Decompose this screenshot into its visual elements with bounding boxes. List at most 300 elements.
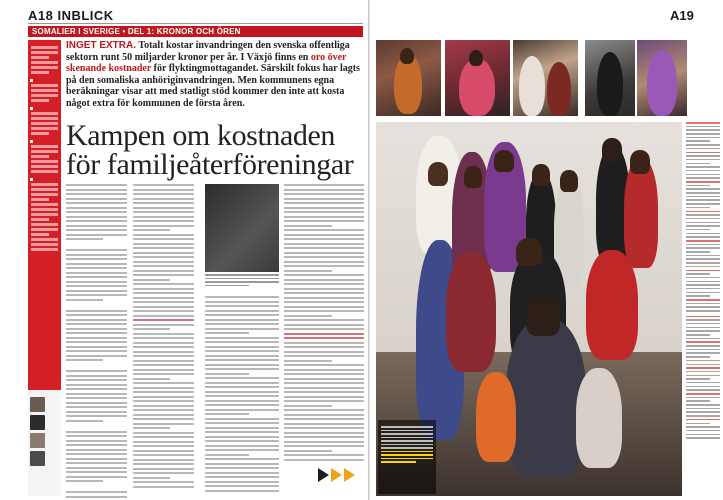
text-line xyxy=(284,445,364,447)
text-line xyxy=(686,419,720,421)
text-line xyxy=(133,378,170,380)
text-line xyxy=(133,247,194,249)
arrow-icon xyxy=(318,468,329,482)
page-number-left: A18 INBLICK xyxy=(28,8,114,23)
text-line xyxy=(284,427,364,429)
bullet-icon xyxy=(30,79,33,82)
text-line xyxy=(133,427,170,429)
text-line xyxy=(133,472,194,474)
text-line xyxy=(205,391,279,393)
text-line xyxy=(686,303,720,305)
text-line xyxy=(205,314,279,316)
text-line xyxy=(66,328,127,330)
right-sidebar-facts xyxy=(686,122,720,496)
text-line xyxy=(133,274,194,276)
intro-lead: INGET EXTRA. xyxy=(66,40,137,51)
text-line xyxy=(66,225,127,227)
text-line xyxy=(686,408,720,410)
text-line xyxy=(686,122,720,124)
text-line xyxy=(205,337,279,339)
body-column-1 xyxy=(66,184,127,496)
text-line xyxy=(686,266,720,268)
text-line xyxy=(66,281,127,283)
text-line xyxy=(133,288,194,290)
text-line xyxy=(205,481,279,483)
text-line xyxy=(205,472,279,474)
text-line xyxy=(133,351,194,353)
text-line xyxy=(686,129,720,131)
text-line xyxy=(133,225,194,227)
text-line xyxy=(133,468,194,470)
text-line xyxy=(205,404,279,406)
bullet-icon xyxy=(30,140,33,143)
text-line xyxy=(284,409,364,411)
text-line xyxy=(205,364,279,366)
text-line xyxy=(686,152,720,154)
text-line xyxy=(284,355,364,357)
text-line xyxy=(686,199,720,201)
text-line xyxy=(686,159,720,161)
text-line xyxy=(284,373,364,375)
sidebar-portraits-box xyxy=(28,390,61,496)
text-line xyxy=(66,453,127,455)
text-line xyxy=(66,314,127,316)
text-line xyxy=(686,364,720,366)
text-line xyxy=(284,256,364,258)
text-line xyxy=(205,418,279,420)
text-line xyxy=(686,349,720,351)
text-line xyxy=(66,193,127,195)
text-line xyxy=(133,193,194,195)
text-line xyxy=(66,406,127,408)
text-line xyxy=(66,458,127,460)
text-line xyxy=(284,333,364,335)
text-line xyxy=(284,351,364,353)
text-line xyxy=(205,422,279,424)
text-line xyxy=(66,207,127,209)
text-line xyxy=(133,184,194,186)
text-line xyxy=(686,319,720,321)
text-line xyxy=(66,337,127,339)
text-line xyxy=(66,467,127,469)
text-line xyxy=(284,189,364,191)
text-line xyxy=(284,310,364,312)
text-line xyxy=(66,294,127,296)
text-line xyxy=(66,346,127,348)
text-line xyxy=(66,249,127,251)
text-line xyxy=(66,449,127,451)
text-line xyxy=(66,444,127,446)
text-line xyxy=(686,126,720,128)
body-column-4 xyxy=(284,184,364,496)
photo-strip-3 xyxy=(513,40,578,116)
text-line xyxy=(133,198,194,200)
text-line xyxy=(66,397,127,399)
text-line xyxy=(66,229,127,231)
portrait-photo xyxy=(30,397,45,412)
text-line xyxy=(66,435,127,437)
text-line xyxy=(133,283,194,285)
text-line xyxy=(284,265,364,267)
text-line xyxy=(284,315,332,317)
text-line xyxy=(686,397,720,399)
text-line xyxy=(205,355,279,357)
text-line xyxy=(686,423,710,425)
text-line xyxy=(133,486,194,488)
text-line xyxy=(205,458,279,460)
text-line xyxy=(686,323,720,325)
text-line xyxy=(66,285,127,287)
text-line xyxy=(66,471,127,473)
text-line xyxy=(66,379,127,381)
intro-text-4: Men kommunens egna beräkningar visar att med statligt stöd kommer den inte att kosta något extra för kommunen de första åren. xyxy=(66,74,345,109)
text-line xyxy=(205,386,279,388)
text-line xyxy=(205,476,279,478)
text-line xyxy=(284,423,364,425)
text-line xyxy=(686,292,720,294)
text-line xyxy=(284,225,332,227)
text-line xyxy=(686,306,720,308)
bullet-icon xyxy=(30,178,33,181)
text-line xyxy=(133,481,194,483)
text-line xyxy=(66,238,103,240)
text-line xyxy=(284,202,364,204)
text-line xyxy=(284,396,364,398)
text-line xyxy=(133,445,194,447)
text-line xyxy=(686,288,720,290)
text-line xyxy=(205,296,279,298)
text-line xyxy=(686,277,720,279)
text-line xyxy=(66,341,127,343)
text-line xyxy=(66,440,127,442)
text-line xyxy=(686,133,720,135)
text-line xyxy=(686,174,720,176)
text-line xyxy=(205,310,279,312)
text-line xyxy=(686,284,720,286)
text-line xyxy=(284,400,364,402)
text-line xyxy=(66,364,127,368)
text-line xyxy=(66,415,127,417)
text-line xyxy=(284,198,364,200)
text-line xyxy=(284,252,364,254)
text-line xyxy=(205,400,279,402)
text-line xyxy=(205,467,279,469)
text-line xyxy=(686,330,720,332)
text-line xyxy=(686,207,710,209)
text-line xyxy=(133,220,194,222)
text-line xyxy=(205,395,279,397)
text-line xyxy=(133,423,194,425)
kicker-text: SOMALIER I SVERIGE • DEL 1: KRONOR OCH ÖREN xyxy=(32,27,241,36)
text-line xyxy=(284,301,364,303)
text-line xyxy=(66,332,127,334)
kicker-bar xyxy=(28,26,363,37)
photo-strip-5 xyxy=(637,40,687,116)
headline xyxy=(66,121,366,179)
text-line xyxy=(133,391,194,393)
text-line xyxy=(66,420,103,422)
text-line xyxy=(133,414,194,416)
text-line xyxy=(284,450,332,452)
text-line xyxy=(133,337,194,339)
text-line xyxy=(284,369,364,371)
text-line xyxy=(133,441,194,443)
text-line xyxy=(686,295,710,297)
text-line xyxy=(66,184,127,186)
text-line xyxy=(686,371,720,373)
text-line xyxy=(284,306,364,308)
text-line xyxy=(133,396,194,398)
text-line xyxy=(205,427,279,429)
text-line xyxy=(284,243,364,245)
text-line xyxy=(133,459,194,461)
continue-arrows xyxy=(318,468,357,487)
text-line xyxy=(686,404,720,406)
text-line xyxy=(284,382,364,384)
text-line xyxy=(686,240,720,242)
photo-caption-heading xyxy=(378,420,436,424)
text-line xyxy=(284,436,364,438)
photo-strip-1 xyxy=(376,40,441,116)
text-line xyxy=(205,413,249,415)
text-line xyxy=(66,491,127,493)
text-line xyxy=(686,281,720,283)
text-line xyxy=(205,373,249,375)
text-line xyxy=(284,454,364,456)
text-line xyxy=(133,310,194,312)
text-line xyxy=(66,402,127,404)
text-line xyxy=(66,485,127,489)
text-line xyxy=(133,270,194,272)
portrait-photo xyxy=(30,433,45,448)
text-line xyxy=(686,137,720,139)
text-line xyxy=(686,411,720,413)
text-line xyxy=(133,400,194,402)
text-line xyxy=(66,310,127,312)
arrow-icon xyxy=(344,468,355,482)
text-line xyxy=(133,324,194,326)
text-line xyxy=(133,477,170,479)
text-line xyxy=(686,163,710,165)
text-line xyxy=(284,297,364,299)
text-line xyxy=(205,328,279,330)
body-column-2 xyxy=(133,184,194,496)
text-line xyxy=(686,225,720,227)
text-line xyxy=(133,211,194,213)
portrait-photo xyxy=(30,451,45,466)
text-line xyxy=(133,279,170,281)
text-line xyxy=(284,441,364,443)
text-line xyxy=(686,255,720,257)
text-line xyxy=(284,405,332,407)
text-line xyxy=(284,229,364,231)
text-line xyxy=(686,273,710,275)
text-line xyxy=(133,297,194,299)
text-line xyxy=(284,216,364,218)
intro-highlight: oro över skenande kostnader xyxy=(66,51,347,75)
text-line xyxy=(284,391,364,393)
page-gutter xyxy=(368,0,370,500)
sidebar-heading xyxy=(28,40,61,44)
text-line xyxy=(66,303,127,307)
text-line xyxy=(66,350,127,352)
text-line xyxy=(284,387,364,389)
text-line xyxy=(686,430,720,432)
text-line xyxy=(284,261,364,263)
text-line xyxy=(284,238,364,240)
text-line xyxy=(284,418,364,420)
text-line xyxy=(66,220,127,222)
text-line xyxy=(205,323,279,325)
text-line xyxy=(133,364,194,366)
text-line xyxy=(66,370,127,372)
photo-strip-2 xyxy=(445,40,510,116)
text-line xyxy=(133,202,194,204)
text-line xyxy=(686,426,720,428)
text-line xyxy=(66,267,127,269)
text-line xyxy=(284,346,364,348)
intro-ingress xyxy=(66,40,363,110)
text-line xyxy=(66,424,127,428)
text-line xyxy=(66,480,103,482)
text-line xyxy=(686,196,720,198)
text-line xyxy=(686,270,720,272)
text-line xyxy=(284,432,364,434)
text-line xyxy=(133,333,194,335)
text-line xyxy=(686,378,710,380)
text-line xyxy=(133,234,194,236)
text-line xyxy=(133,342,194,344)
bullet-icon xyxy=(30,107,33,110)
page-number-right: A19 xyxy=(670,8,694,23)
text-line xyxy=(205,368,279,370)
text-line xyxy=(133,454,194,456)
text-line xyxy=(133,229,170,231)
text-line xyxy=(284,270,332,272)
text-line xyxy=(133,418,194,420)
text-line xyxy=(66,234,127,236)
inset-photo-caption xyxy=(205,274,279,288)
text-line xyxy=(284,207,364,209)
text-line xyxy=(66,276,127,278)
text-line xyxy=(66,243,127,247)
text-line xyxy=(686,229,710,231)
text-line xyxy=(133,216,194,218)
text-line xyxy=(133,306,194,308)
text-line xyxy=(686,382,720,384)
text-line xyxy=(205,332,249,334)
text-line xyxy=(284,288,364,290)
text-line xyxy=(66,359,103,361)
text-line xyxy=(686,218,720,220)
text-line xyxy=(686,352,720,354)
text-line xyxy=(284,193,364,195)
text-line xyxy=(205,377,279,379)
text-line xyxy=(133,463,194,465)
text-line xyxy=(284,274,364,276)
text-line xyxy=(686,192,720,194)
text-line xyxy=(66,462,127,464)
text-line xyxy=(133,387,194,389)
text-line xyxy=(686,338,720,340)
body-column-3 xyxy=(205,296,279,496)
text-line xyxy=(686,170,720,172)
text-line xyxy=(686,437,720,439)
text-line xyxy=(284,414,364,416)
text-line xyxy=(686,211,720,213)
text-line xyxy=(686,299,720,301)
text-line xyxy=(133,405,194,407)
text-line xyxy=(686,177,720,179)
text-line xyxy=(284,279,364,281)
text-line xyxy=(686,214,720,216)
main-photo-caption-box xyxy=(378,420,436,494)
headline-line-2: för familjeåterföreningar xyxy=(66,148,354,181)
text-line xyxy=(205,382,279,384)
text-line xyxy=(686,251,710,253)
text-line xyxy=(284,184,364,186)
intro-text-1: Totalt kostar invandringen den svenska offentliga sektorn runt 50 miljarder kronor per år. xyxy=(66,40,350,63)
text-line xyxy=(133,301,194,303)
text-line xyxy=(686,434,720,436)
text-line xyxy=(284,378,364,380)
text-line xyxy=(284,319,364,321)
text-line xyxy=(66,263,127,265)
text-line xyxy=(686,166,720,168)
text-line xyxy=(686,222,720,224)
text-line xyxy=(205,359,279,361)
text-line xyxy=(686,236,720,238)
text-line xyxy=(66,431,127,433)
text-line xyxy=(686,181,720,183)
text-line xyxy=(66,411,127,413)
arrow-icon xyxy=(331,468,342,482)
text-line xyxy=(66,299,103,301)
text-line xyxy=(205,431,279,433)
text-line xyxy=(284,337,364,339)
text-line xyxy=(686,345,720,347)
text-line xyxy=(66,393,127,395)
text-line xyxy=(66,319,127,321)
intro-text-3: för flyktingmottagandet. Särskilt fokus har lagts på den somaliska anhöriginvandringen. xyxy=(66,63,360,86)
text-line xyxy=(66,388,127,390)
text-line xyxy=(66,189,127,191)
text-line xyxy=(133,207,194,209)
intro-text-2: I Växjö finns en xyxy=(240,51,309,63)
text-line xyxy=(284,328,364,330)
text-line xyxy=(686,140,710,142)
text-line xyxy=(133,319,194,321)
text-line xyxy=(284,247,364,249)
text-line xyxy=(686,188,720,190)
text-line xyxy=(686,262,720,264)
text-line xyxy=(686,375,720,377)
headline-line-1: Kampen om kostnaden xyxy=(66,119,336,152)
text-line xyxy=(133,373,194,375)
text-line xyxy=(133,432,194,434)
text-line xyxy=(133,315,194,317)
text-line xyxy=(284,211,364,213)
text-line xyxy=(686,155,720,157)
text-line xyxy=(205,305,279,307)
text-line xyxy=(686,244,720,246)
text-line xyxy=(284,220,364,222)
text-line xyxy=(205,350,279,352)
text-line xyxy=(133,369,194,371)
text-line xyxy=(133,382,194,384)
text-line xyxy=(686,258,720,260)
text-line xyxy=(686,148,720,150)
